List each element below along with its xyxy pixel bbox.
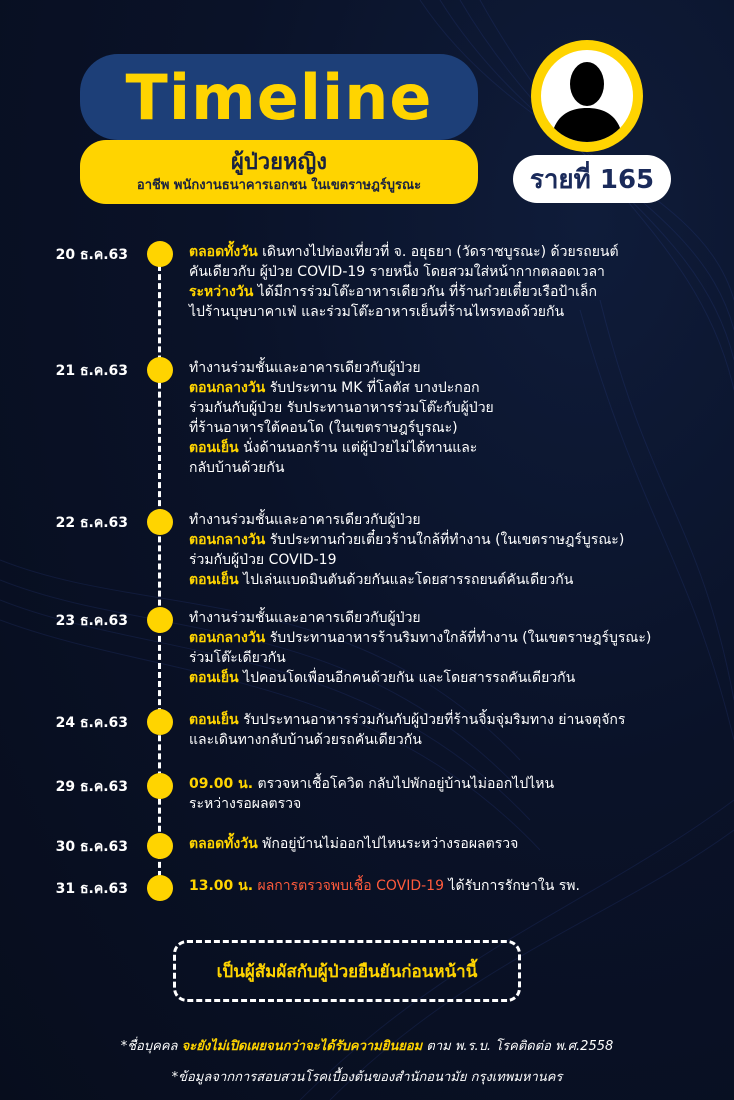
entry-text: รับประทานก๋วยเตี๋ยวร้านใกล้ที่ทำงาน (ในเขตราษฎร์บูรณะ) <box>265 532 625 548</box>
timeline-dot <box>147 509 173 535</box>
time-highlight: ตลอดทั้งวัน <box>189 836 258 852</box>
timeline-date: 20 ธ.ค.63 <box>55 247 128 263</box>
contact-status-box: เป็นผู้สัมผัสกับผู้ป่วยยืนยันก่อนหน้านี้ <box>173 940 521 1002</box>
timeline-dot <box>147 607 173 633</box>
timeline-entry-line <box>189 794 724 814</box>
timeline-entry-line <box>189 262 724 282</box>
entry-text: พักอยู่บ้านไม่ออกไปไหนระหว่างรอผลตรวจ <box>257 836 519 852</box>
time-highlight: ตอนเย็น <box>189 712 239 728</box>
timeline-entry <box>189 608 724 688</box>
time-highlight: 13.00 น. <box>189 878 254 894</box>
page-title: Timeline <box>125 60 433 134</box>
timeline-date: 30 ธ.ค.63 <box>55 839 128 855</box>
timeline-dot <box>147 773 173 799</box>
timeline-entry <box>189 358 724 478</box>
timeline-entry-line <box>189 730 724 750</box>
timeline-entry-line <box>189 774 724 794</box>
patient-occupation-label: อาชีพ พนักงานธนาคารเอกชน ในเขตราษฎร์บูรณะ <box>136 178 422 193</box>
timeline-entry-line <box>189 378 724 398</box>
time-highlight: 09.00 น. <box>189 776 254 792</box>
timeline-entry-line <box>189 876 724 896</box>
timeline-dot <box>147 357 173 383</box>
timeline-entry-line <box>189 438 724 458</box>
entry-text: รับประทานอาหารร้านริมทางใกล้ที่ทำงาน (ในเขตราษฎร์บูรณะ) <box>265 630 652 646</box>
timeline-entry-line <box>189 418 724 438</box>
timeline-date: 31 ธ.ค.63 <box>55 881 128 897</box>
entry-text: ไปร้านบุษบาคาเฟ่ และร่วมโต๊ะอาหารเย็นที่ร้านไทรทองด้วยกัน <box>189 304 565 320</box>
timeline-entry-line <box>189 398 724 418</box>
time-highlight: ตอนกลางวัน <box>189 532 266 548</box>
timeline-date: 24 ธ.ค.63 <box>55 715 128 731</box>
patient-gender-label: ผู้ป่วยหญิง <box>230 150 328 175</box>
timeline-entry <box>189 242 724 322</box>
time-highlight: ตอนกลางวัน <box>189 630 266 646</box>
case-number-badge: รายที่ 165 <box>513 155 671 203</box>
timeline-entry-line <box>189 242 724 262</box>
timeline-entry-line <box>189 510 724 530</box>
time-highlight: ตอนเย็น <box>189 440 239 456</box>
timeline-entry-line <box>189 282 724 302</box>
time-highlight: ตลอดทั้งวัน <box>189 244 258 260</box>
time-highlight: ระหว่างวัน <box>189 284 254 300</box>
timeline-entry-line <box>189 550 724 570</box>
timeline-entry-line <box>189 710 724 730</box>
timeline-entry-line <box>189 648 724 668</box>
timeline-entry <box>189 834 724 854</box>
timeline-date: 22 ธ.ค.63 <box>55 515 128 531</box>
timeline-entry <box>189 710 724 750</box>
title-banner <box>80 54 478 140</box>
timeline-dot <box>147 833 173 859</box>
privacy-note: *ชื่อบุคคล จะยังไม่เปิดเผยจนกว่าจะได้รับความยินยอม ตาม พ.ร.บ. โรคติดต่อ พ.ศ.2558 <box>120 1039 614 1054</box>
source-note: *ข้อมูลจากการสอบสวนโรคเบื้องต้นของสำนักอนามัย กรุงเทพมหานคร <box>171 1070 563 1085</box>
timeline-entry-line <box>189 834 724 854</box>
entry-text: ร่วมโต๊ะเดียวกัน <box>189 650 286 666</box>
timeline-date: 23 ธ.ค.63 <box>55 613 128 629</box>
time-highlight: ตอนเย็น <box>189 670 239 686</box>
timeline-entry-line <box>189 458 724 478</box>
timeline-entry-line <box>189 628 724 648</box>
timeline-entry-line <box>189 668 724 688</box>
time-highlight: ตอนกลางวัน <box>189 380 266 396</box>
entry-text: ร่วมกับผู้ป่วย COVID-19 <box>189 552 337 568</box>
entry-text: ทำงานร่วมชั้นและอาคารเดียวกับผู้ป่วย <box>189 360 421 376</box>
timeline-entry-line <box>189 302 724 322</box>
entry-text: ร่วมกันกับผู้ป่วย รับประทานอาหารร่วมโต๊ะกับผู้ป่วย <box>189 400 494 416</box>
timeline-entry <box>189 876 724 896</box>
entry-text: ได้รับการรักษาใน รพ. <box>443 878 580 894</box>
timeline-dot <box>147 709 173 735</box>
subtitle-banner <box>80 140 478 204</box>
person-silhouette-icon <box>541 50 633 142</box>
timeline-entry-line <box>189 358 724 378</box>
entry-text: นั่งด้านนอกร้าน แต่ผู้ป่วยไม่ได้ทานและ <box>238 440 478 456</box>
timeline-dot <box>147 241 173 267</box>
timeline-date: 29 ธ.ค.63 <box>55 779 128 795</box>
timeline-date: 21 ธ.ค.63 <box>55 363 128 379</box>
timeline-entry-line <box>189 570 724 590</box>
avatar <box>531 40 643 152</box>
timeline-entry-line <box>189 530 724 550</box>
timeline-entry <box>189 510 724 590</box>
timeline-entry-line <box>189 608 724 628</box>
entry-text: ที่ร้านอาหารใต้คอนโด (ในเขตราษฎร์บูรณะ) <box>189 420 458 436</box>
entry-text: รับประทานอาหารร่วมกันกับผู้ป่วยที่ร้านจิ้มจุ่มริมทาง ย่านจตุจักร <box>238 712 626 728</box>
entry-text: และเดินทางกลับบ้านด้วยรถคันเดียวกัน <box>189 732 422 748</box>
entry-text: ได้มีการร่วมโต๊ะอาหารเดียวกัน ที่ร้านก๋วยเตี๋ยวเรือป้าเล็ก <box>253 284 597 300</box>
privacy-note-highlight: จะยังไม่เปิดเผยจนกว่าจะได้รับความยินยอม <box>181 1039 423 1054</box>
entry-text: ไปเล่นแบดมินตันด้วยกันและโดยสารรถยนต์คันเดียวกัน <box>238 572 574 588</box>
entry-text: คันเดียวกับ ผู้ป่วย COVID-19 รายหนึ่ง โดยสวมใส่หน้ากากตลอดเวลา <box>189 264 605 280</box>
entry-text: รับประทาน MK ที่โลตัส บางปะกอก <box>265 380 480 396</box>
entry-text: ระหว่างรอผลตรวจ <box>189 796 302 812</box>
timeline-entry <box>189 774 724 814</box>
entry-text: กลับบ้านด้วยกัน <box>189 460 285 476</box>
entry-text: เดินทางไปท่องเที่ยวที่ จ. อยุธยา (วัดราชบูรณะ) ด้วยรถยนต์ <box>257 244 619 260</box>
entry-text: ไปคอนโดเพื่อนอีกคนด้วยกัน และโดยสารรถคันเดียวกัน <box>238 670 576 686</box>
time-highlight: ตอนเย็น <box>189 572 239 588</box>
entry-text: ทำงานร่วมชั้นและอาคารเดียวกับผู้ป่วย <box>189 512 421 528</box>
entry-text: ทำงานร่วมชั้นและอาคารเดียวกับผู้ป่วย <box>189 610 421 626</box>
result-highlight: ผลการตรวจพบเชื้อ COVID-19 <box>253 878 444 894</box>
timeline-dot <box>147 875 173 901</box>
entry-text: ตรวจหาเชื้อโควิด กลับไปพักอยู่บ้านไม่ออกไปไหน <box>253 776 555 792</box>
